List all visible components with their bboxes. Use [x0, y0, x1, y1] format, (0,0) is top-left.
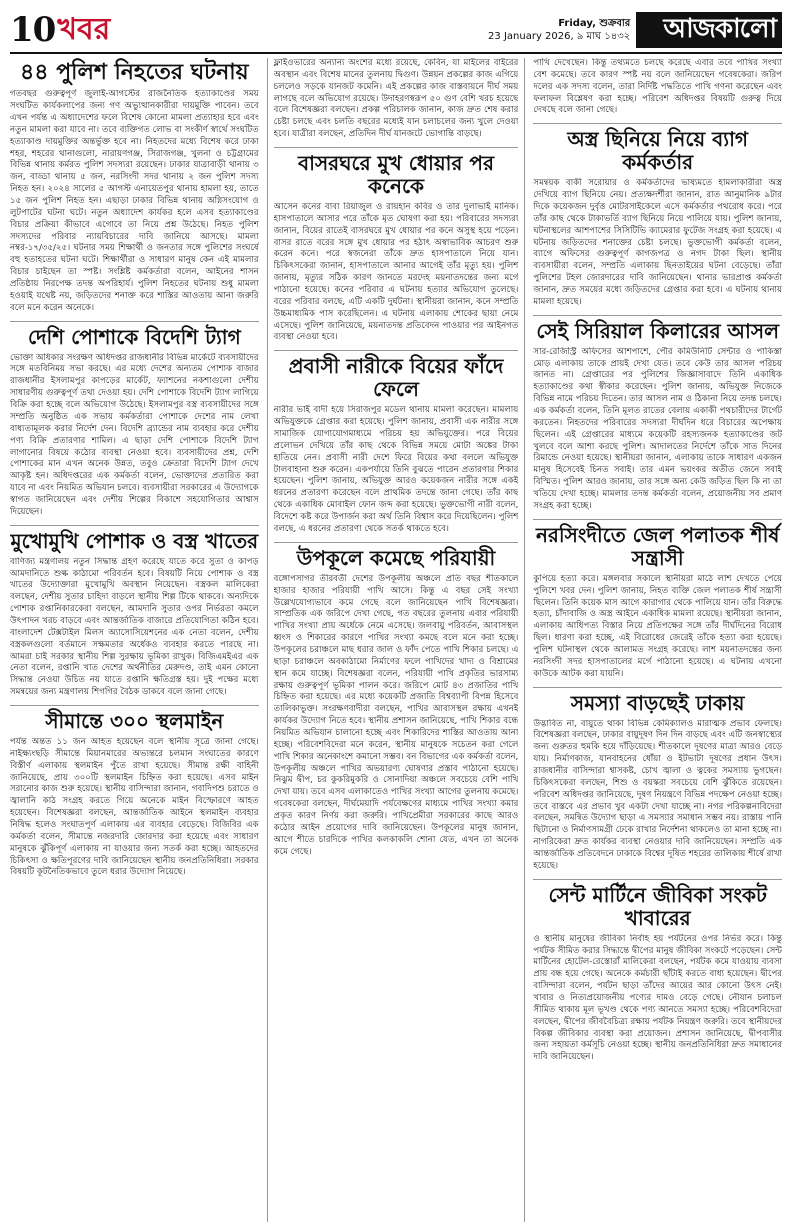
section-name: খবর	[57, 12, 111, 47]
article	[10, 60, 259, 315]
page-label	[10, 8, 310, 52]
article-body: ভোক্তা অধিকার সংরক্ষণ অধিদপ্তর রাজধানীর বিভিন্ন মার্কেটে ব্যবসায়ীদের সঙ্গে মতবিনিময় সভা করছে। এর মধ্যে দেশের অন্যতম পোশাক বাজার রাজধানীর ইসলামপুর কাপড়ের মার্কেট, ফ্যাশনের নকশাগুলো দেশীয় সাধারণীয় গুরুত্বপূর্ণ তথ্য দেওয়া হয়। দেশি পোশাকে বিদেশি ট্যাগ লাগিয়ে বিক্রি করা হচ্ছে বলে অভিযোগ উঠেছে। ইসলামপুর বস্ত্র ব্যবসায়ীদের সঙ্গে সম্প্রতি অনুষ্ঠিত এক সভায় কর্মকর্তারা পোশাকে দেশের নাম লেখা বাধ্যতামূলক করার নির্দেশ দেন। বিদেশি ব্র্যান্ডের নাম ব্যবহার করে দেশীয় পণ্য বিক্রি প্রতারণার শামিল। এ ছাড়া দেশি পোশাকে বিদেশি ট্যাগ লাগানোর বিষয়ে কঠোর ব্যবস্থা নেওয়া হবে। ব্যবসায়ীদের প্রশ্ন, দেশি পোশাকের মান এখন অনেক উন্নত, তবুও ক্রেতারা বিদেশি ট্যাগ দেখে আকৃষ্ট হন। অধিদপ্তরের এক কর্মকর্তা বলেন, ভোক্তাদের প্রতারিত করা যাবে না এবং নিয়মিত অভিযান চলবে। ব্যবসায়ীরা সরকারের এ উদ্যোগকে স্বাগত জানিয়েছেন এবং দেশীয় শিল্পের বিকাশে সহযোগিতার আশ্বাস দিয়েছেন।	[10, 352, 259, 517]
article-headline: সীমান্তে ৩০০ স্থলমাইন	[45, 708, 224, 733]
article-headline: সেই সিরিয়াল কিলারের আসল	[536, 318, 780, 343]
article-divider	[533, 315, 782, 316]
article-body: আসেন কনের বাবা রিয়াজুল ও রায়হান কবির ও তার দুলাভাই মানিক। হাসপাতালে আসার পরে তাঁকে মৃত ঘোষণা করা হয়। পরিবারের সদস্যরা জানান, বিয়ের রাতেই বাসরঘরে মুখ ধোয়ার পর কনে অসুস্থ হয়ে পড়েন। বাসর রাতে বরের সঙ্গে মুখ ধোয়ার পর হঠাৎ অস্বাভাবিক আচরণ শুরু করেন কনে। পরে স্বজনেরা তাঁকে দ্রুত হাসপাতালে নিয়ে যান। চিকিৎসকেরা জানান, হাসপাতালে আনার আগেই তাঁর মৃত্যু হয়। পুলিশ জানায়, মৃত্যুর সঠিক কারণ জানতে মরদেহ ময়নাতদন্তের জন্য মর্গে পাঠানো হয়েছে। কনের পরিবার এ ঘটনায় হত্যার অভিযোগ তুলেছে। বরের পরিবার বলছে, এটি একটি দুর্ঘটনা। স্থানীয়রা জানান, কনে সম্প্রতি উচ্চমাধ্যমিক পাস করেছিলেন। এ ঘটনায় এলাকায় শোকের ছায়া নেমে এসেছে। পুলিশ জানিয়েছে, ময়নাতদন্ত প্রতিবেদন পাওয়ার পর আইনগত ব্যবস্থা নেওয়া হবে।	[273, 202, 519, 343]
article-body: সমন্বয়ক বাকী সরোয়ার ও কর্মকর্তাদের ভাষ্যমতে হামলাকারীরা অস্ত্র দেখিয়ে ব্যাগ ছিনিয়ে নেয়। প্রত্যক্ষদর্শীরা জানান, রাত আনুমানিক ৯টার দিকে কয়েকজন দুর্বৃত্ত মোটরসাইকেলে এসে কর্মকর্তার পথরোধ করে। পরে তাঁর কাছ থেকে টাকাভর্তি ব্যাগ ছিনিয়ে নিয়ে পালিয়ে যায়। পুলিশ জানায়, ঘটনাস্থলের আশপাশের সিসিটিভি ক্যামেরার ফুটেজ সংগ্রহ করা হয়েছে। এ ঘটনায় জড়িতদের শনাক্তের চেষ্টা চলছে। ভুক্তভোগী কর্মকর্তা বলেন, ব্যাগে অফিসের গুরুত্বপূর্ণ কাগজপত্র ও নগদ টাকা ছিল। স্থানীয় ব্যবসায়ীরা বলেন, সম্প্রতি এলাকায় ছিনতাইয়ের ঘটনা বেড়েছে। তাঁরা পুলিশের টহল জোরদারের দাবি জানিয়েছেন। থানার ভারপ্রাপ্ত কর্মকর্তা জানান, দ্রুত সময়ের মধ্যে জড়িতদের গ্রেপ্তার করা হবে। এ ঘটনায় থানায় মামলা হয়েছে।	[533, 178, 783, 307]
article-headline: সেন্ট মার্টিনে জীবিকা সংকট খাবারের	[548, 882, 767, 930]
article-headline: ৪৪ পুলিশ নিহতের ঘটনায়	[20, 59, 249, 85]
article	[533, 519, 782, 681]
issue-date	[488, 17, 630, 44]
article-body: নারীর ভাই বাদী হয়ে সিরাজপুর মডেল থানায় মামলা করেছেন। মামলায় অভিযুক্তকে গ্রেপ্তার করা হয়েছে। পুলিশ জানায়, প্রবাসী এক নারীর সঙ্গে সামাজিক যোগাযোগমাধ্যমে পরিচয় হয় অভিযুক্তের। পরে বিয়ের প্রলোভন দেখিয়ে তাঁর কাছ থেকে বিভিন্ন সময়ে মোটা অঙ্কের টাকা হাতিয়ে নেন। প্রবাসী নারী দেশে ফিরে বিয়ের কথা বললে অভিযুক্ত টালবাহানা শুরু করেন। একপর্যায়ে তিনি বুঝতে পারেন প্রতারণার শিকার হয়েছেন। পুলিশ জানায়, অভিযুক্ত আরও কয়েকজন নারীর সঙ্গে একই ধরনের প্রতারণা করেছেন বলে প্রাথমিক তদন্তে জানা গেছে। তাঁর কাছ থেকে একাধিক মোবাইল ফোন জব্দ করা হয়েছে। ভুক্তভোগী নারী বলেন, বিদেশে কষ্ট করে উপার্জন করা অর্থ তিনি বিশ্বাস করে দিয়েছিলেন। পুলিশ বলছে, এ ধরনের প্রতারণা থেকে সতর্ক থাকতে হবে।	[273, 405, 519, 534]
article-headline: অস্ত্র ছিনিয়ে নিয়ে ব্যাগ কর্মকর্তার	[567, 127, 748, 175]
article	[533, 879, 782, 1064]
article	[533, 687, 782, 873]
column-3	[533, 58, 782, 1222]
issue-full-date: 23 January 2026, ৯ মাঘ ১৪৩২	[488, 31, 631, 42]
masthead-right	[488, 8, 782, 52]
article-headline: সমস্যা বাড়ছেই ঢাকায়	[570, 690, 745, 715]
article-body: বঙ্গোপসাগর তীরবর্তী দেশের উপকূলীয় অঞ্চলে প্রতি বছর শীতকালে হাজার হাজার পরিযায়ী পাখি আসে। কিন্তু এ বছর সেই সংখ্যা উল্লেখযোগ্যভাবে কমে গেছে বলে জানিয়েছেন পাখি বিশেষজ্ঞরা। সাম্প্রতিক এক জরিপে দেখা গেছে, গত বছরের তুলনায় এবার পরিযায়ী পাখির সংখ্যা প্রায় অর্ধেকে নেমে এসেছে। জলবায়ু পরিবর্তন, আবাসস্থল ধ্বংস ও শিকারের কারণে পাখির সংখ্যা কমছে বলে মনে করা হচ্ছে। উপকূলের চরাঞ্চলে মাছ ধরার জাল ও ফাঁদ পেতে পাখি শিকার চলছে। এ ছাড়া চরাঞ্চলে অবকাঠামো নির্মাণের ফলে পাখিদের খাদ্য ও বিশ্রামের স্থান কমে যাচ্ছে। বিশেষজ্ঞরা বলেন, পরিযায়ী পাখি প্রকৃতির ভারসাম্য রক্ষায় গুরুত্বপূর্ণ ভূমিকা পালন করে। জরিপে মোট ৪৩ প্রজাতির পাখি চিহ্নিত করা হয়েছে। এর মধ্যে কয়েকটি প্রজাতি বিশ্বব্যাপী বিপন্ন হিসেবে তালিকাভুক্ত। সংরক্ষণবাদীরা বলছেন, পাখির আবাসস্থল রক্ষায় এখনই কার্যকর উদ্যোগ নিতে হবে। স্থানীয় প্রশাসন জানিয়েছে, পাখি শিকার বন্ধে নিয়মিত অভিযান চালানো হচ্ছে এবং শিকারিদের শাস্তির আওতায় আনা হচ্ছে। পরিবেশবিদেরা মনে করেন, স্থানীয় মানুষকে সচেতন করা গেলে পাখি শিকার অনেকাংশে কমানো সম্ভব। বন বিভাগের এক কর্মকর্তা বলেন, উপকূলীয় অঞ্চলে পাখির অভয়ারণ্য ঘোষণার প্রস্তাব পাঠানো হয়েছে। নিঝুম দ্বীপ, চর কুকরিমুকরি ও সোনাদিয়া অঞ্চলে সবচেয়ে বেশি পাখি দেখা যায়। তবে এসব এলাকাতেও পাখির সংখ্যা আগের তুলনায় কমেছে। গবেষকেরা বলছেন, দীর্ঘমেয়াদি পর্যবেক্ষণের মাধ্যমে পাখির সংখ্যা কমার প্রকৃত কারণ নির্ণয় করা জরুরি। পাখিপ্রেমীরা সরকারের কাছে আরও কঠোর আইন প্রয়োগের দাবি জানিয়েছেন। উপকূলের মানুষ জানান, আগে শীতে চারদিকে পাখির কলকাকলি শোনা যেত, এখন তা অনেক কমে গেছে।	[273, 573, 519, 857]
article-body: কুপিয়ে হত্যা করে। মঙ্গলবার সকালে স্থানীয়রা মাঠে লাশ দেখতে পেয়ে পুলিশে খবর দেন। পুলিশ জানায়, নিহত ব্যক্তি জেল পলাতক শীর্ষ সন্ত্রাসী ছিলেন। তিনি কয়েক মাস আগে কারাগার থেকে পালিয়ে যান। তাঁর বিরুদ্ধে হত্যা, চাঁদাবাজি ও অস্ত্র আইনে একাধিক মামলা রয়েছে। স্থানীয়রা জানান, এলাকায় আধিপত্য বিস্তার নিয়ে প্রতিপক্ষের সঙ্গে তাঁর দীর্ঘদিনের বিরোধ ছিল। ধারণা করা হচ্ছে, এই বিরোধের জেরেই তাঁকে হত্যা করা হয়েছে। পুলিশ ঘটনাস্থল থেকে আলামত সংগ্রহ করেছে। লাশ ময়নাতদন্তের জন্য নরসিংদী সদর হাসপাতালের মর্গে পাঠানো হয়েছে। এ ঘটনায় এখনো কাউকে আটক করা যায়নি।	[533, 573, 783, 679]
article	[274, 58, 519, 141]
article-divider	[10, 705, 259, 706]
article-divider	[10, 321, 259, 322]
article-body: ফ্লাইওভারের অন্যান্য অংশের মধ্যে রয়েছে, কেবিন, যা মাইলের বাইরের অবস্থান এবং বিশেষ মানের তুলনায় দ্বিগুণ। উন্নয়ন প্রকল্পের কাজ এগিয়ে চললেও সড়কে যানজট কমেনি। এই প্রকল্পের কাজ বাস্তবায়নে দীর্ঘ সময় লাগছে বলে অভিযোগ রয়েছে। উদাহরণস্বরূপ ৫০ গুণ বেশি খরচ হয়েছে বলে বিশেষজ্ঞরা বলছেন। প্রকল্প পরিচালক জানান, কাজ দ্রুত শেষ করার চেষ্টা চলছে এবং চলতি বছরের মধ্যেই যান চলাচলের জন্য খুলে দেওয়া হবে। যাত্রীরা বলছেন, প্রতিদিন দীর্ঘ যানজটে ভোগান্তি বাড়ছে।	[273, 58, 519, 140]
article	[274, 542, 519, 859]
article-headline: প্রবাসী নারীকে বিয়ের ফাঁদে ফেলে	[288, 354, 504, 402]
article-divider	[274, 542, 519, 543]
article-divider	[274, 350, 519, 351]
article-divider	[10, 525, 259, 526]
article-body: সার-রেজিস্ট্রি অফিসের আশপাশে, পৌর কমিউনিটি সেন্টার ও পাকিস্তা মোড় এলাকায় তাকে প্রায়ই দেখা যেত। তবে কেউ তার আসল পরিচয় জানত না। গ্রেপ্তারের পর পুলিশের জিজ্ঞাসাবাদে তিনি একাধিক হত্যাকাণ্ডের কথা স্বীকার করেছেন। পুলিশ জানায়, অভিযুক্ত নিজেকে বিভিন্ন নামে পরিচয় দিতেন। তার আসল নাম ও ঠিকানা নিয়ে তদন্ত চলছে। এক কর্মকর্তা বলেন, তিনি মূলত রাতের বেলায় একাকী পথচারীদের টার্গেট করতেন। নিহতদের পরিবারের সদস্যরা দীর্ঘদিন ধরে বিচারের অপেক্ষায় ছিলেন। এই গ্রেপ্তারের মাধ্যমে কয়েকটি রহস্যজনক হত্যাকাণ্ডের জট খুলবে বলে আশা করছে পুলিশ। আদালতের নির্দেশে তাঁকে সাত দিনের রিমান্ডে নেওয়া হয়েছে। স্থানীয়রা জানান, এলাকায় তাকে সাধারণ একজন মানুষ হিসেবেই চিনত সবাই। তার এমন ভয়ংকর অতীত জেনে সবাই বিস্মিত। পুলিশ আরও জানায়, তার সঙ্গে অন্য কেউ জড়িত ছিল কি না তা খতিয়ে দেখা হচ্ছে। মামলার তদন্ত কর্মকর্তা বলেন, প্রয়োজনীয় সব প্রমাণ সংগ্রহ করা হচ্ছে।	[533, 346, 783, 511]
article-divider	[533, 879, 782, 880]
article	[533, 315, 782, 513]
column-1	[10, 58, 259, 1222]
article-headline: দেশি পোশাকে বিদেশি ট্যাগ	[27, 324, 241, 349]
article-headline: মুখোমুখি পোশাক ও বস্ত্র খাতের	[10, 528, 259, 553]
article-divider	[533, 519, 782, 520]
article-divider	[274, 147, 519, 148]
article	[274, 350, 519, 535]
article	[533, 58, 782, 117]
article-body: বাণিজ্য মন্ত্রণালয় নতুন সিদ্ধান্ত গ্রহণ করেছে যাতে করে সুতা ও কাপড় আমদানিতে শুল্ক কাঠামো পরিবর্তন হবে। বিষয়টি নিয়ে পোশাক ও বস্ত্র খাতের উদ্যোক্তারা মুখোমুখি অবস্থান নিয়েছেন। বস্ত্রকল মালিকেরা বলছেন, দেশীয় সুতার চাহিদা বাড়লে স্থানীয় শিল্প টিকে থাকবে। অন্যদিকে পোশাক রপ্তানিকারকেরা বলছেন, আমদানি সুতার ওপর নির্ভরতা কমলে উৎপাদন খরচ বাড়বে এবং আন্তর্জাতিক বাজারে প্রতিযোগিতা কঠিন হবে। বাংলাদেশ টেক্সটাইল মিলস অ্যাসোসিয়েশনের এক নেতা বলেন, দেশীয় বস্ত্রকলগুলো বর্তমানে সক্ষমতার অর্ধেকও ব্যবহার করতে পারছে না। আমরা চাই সরকার স্থানীয় শিল্প সুরক্ষায় ভূমিকা রাখুক। বিজিএমইএর এক নেতা বলেন, রপ্তানি খাত দেশের অর্থনীতির মেরুদণ্ড, তাই এমন কোনো সিদ্ধান্ত নেওয়া উচিত নয় যাতে রপ্তানি ক্ষতিগ্রস্ত হয়। দুই পক্ষের মধ্যে সমন্বয়ের জন্য মন্ত্রণালয় শিগগির বৈঠক ডাকবে বলে জানা গেছে।	[10, 556, 259, 698]
article	[10, 705, 259, 879]
article-headline: নরসিংদীতে জেল পলাতক শীর্ষ সন্ত্রাসী	[535, 522, 780, 570]
article-headline: উপকূলে কমেছে পরিযায়ী	[296, 545, 496, 570]
issue-day: Friday, শুক্রবার	[558, 17, 631, 29]
article-body: ও স্থানীয় মানুষের জীবিকা নির্বাহ হয় পর্যটনের ওপর নির্ভর করে। কিন্তু পর্যটক সীমিত করার সিদ্ধান্তে দ্বীপের মানুষ জীবিকা সংকটে পড়েছেন। সেন্ট মার্টিনের হোটেল-রেস্তোরাঁ মালিকেরা বলছেন, পর্যটক কমে যাওয়ায় ব্যবসা প্রায় বন্ধ হয়ে গেছে। অনেকে কর্মচারী ছাঁটাই করতে বাধ্য হয়েছেন। দ্বীপের বাসিন্দারা বলেন, পর্যটন ছাড়া তাঁদের আয়ের আর কোনো উৎস নেই। খাবার ও নিত্যপ্রয়োজনীয় পণ্যের দামও বেড়ে গেছে। নৌযান চলাচল সীমিত থাকায় মূল ভূখণ্ড থেকে পণ্য আনতে সমস্যা হচ্ছে। পরিবেশবিদেরা বলছেন, দ্বীপের জীববৈচিত্র্য রক্ষায় পর্যটক নিয়ন্ত্রণ জরুরি। তবে স্থানীয়দের বিকল্প জীবিকার ব্যবস্থা করা প্রয়োজন। প্রশাসন জানিয়েছে, দ্বীপবাসীর জন্য সহায়তা কর্মসূচি নেওয়া হচ্ছে। স্থানীয় জনপ্রতিনিধিরা দ্রুত সমাধানের দাবি জানিয়েছেন।	[533, 933, 783, 1063]
article-divider	[533, 123, 782, 124]
masthead	[10, 8, 782, 54]
article-headline: বাসরঘরে মুখ ধোয়ার পর কনেকে	[298, 151, 494, 199]
article-body: উদ্ভাবিত না, বায়ুতে থাকা বিভিন্ন কেমিক্যালও মারাত্মক প্রভাব ফেলছে। বিশেষজ্ঞরা বলছেন, ঢাকার বায়ুদূষণ দিন দিন বাড়ছে এবং এটি জনস্বাস্থ্যের জন্য গুরুতর হুমকি হয়ে দাঁড়িয়েছে। শীতকালে দূষণের মাত্রা আরও বেড়ে যায়। নির্মাণকাজ, যানবাহনের ধোঁয়া ও ইটভাটা দূষণের প্রধান উৎস। রাজধানীর বাসিন্দারা শ্বাসকষ্ট, চোখ জ্বালা ও ত্বকের সমস্যায় ভুগছেন। চিকিৎসকেরা বলছেন, শিশু ও বয়স্করা সবচেয়ে বেশি ঝুঁকিতে রয়েছেন। পরিবেশ অধিদপ্তর জানিয়েছে, দূষণ নিয়ন্ত্রণে বিভিন্ন পদক্ষেপ নেওয়া হচ্ছে। তবে বাস্তবে এর প্রভাব খুব একটা দেখা যাচ্ছে না। নগর পরিকল্পনাবিদেরা বলছেন, সমন্বিত উদ্যোগ ছাড়া এ সমস্যার সমাধান সম্ভব নয়। রাস্তায় পানি ছিটানো ও নির্মাণসামগ্রী ঢেকে রাখার নির্দেশনা থাকলেও তা মানা হচ্ছে না। নাগরিকেরা দ্রুত কার্যকর ব্যবস্থা নেওয়ার দাবি জানিয়েছেন। সম্প্রতি এক আন্তর্জাতিক প্রতিবেদনে ঢাকাকে বিশ্বের দূষিত শহরের তালিকায় শীর্ষে রাখা হয়েছে।	[533, 718, 783, 871]
article	[10, 321, 259, 519]
newspaper-logo	[636, 12, 782, 48]
article-body: গতবছর গুরুত্বপূর্ণ জুলাই-আগস্টের রাজনৈতিক হত্যাকাণ্ডের সময় সংঘটিত কার্যকলাপের জন্য গণ অভ্যুত্থানকারীরা দায়মুক্তি পাবেন। তবে এখন পর্যন্ত এ অধ্যাদেশের ফলে বিশেষ কোনো মামলা প্রত্যাহার হবে এবং নতুন মামলা করা যাবে না। তবে ব্যক্তিগত লোভ বা সংকীর্ণ স্বার্থে সংঘটিত হত্যাকাণ্ড দায়মুক্তির অন্তর্ভুক্ত হবে না। নিহতদের মধ্যে বিশেষ করে ঢাকা শহর, শহরের থানাগুলো, নারায়ণগঞ্জ, সিরাজগঞ্জ, খুলনা ও চট্টগ্রামের বিভিন্ন থানায় কর্মরত পুলিশ সদস্যরা রয়েছেন। ঢাকার যাত্রাবাড়ী থানায় ৩ জন, বাড্ডা থানায় ৫ জন, নরসিংদী সদর থানায় ২ জন পুলিশ সদস্য নিহত হন। ২০২৪ সালের ৫ আগস্ট এনায়েতপুর থানায় হামলা হয়, তাতে ১৫ জন পুলিশ নিহত হন। এছাড়া ঢাকার বিভিন্ন থানায় অগ্নিসংযোগ ও লুটপাটের ঘটনা ঘটে। নতুন অধ্যাদেশ কার্যকর হলে এসব হত্যাকাণ্ডের বিচার প্রক্রিয়া কীভাবে এগোবে তা নিয়ে প্রশ্ন উঠেছে। নিহত পুলিশ সদস্যদের পরিবার ন্যায়বিচারের দাবি জানিয়ে আসছে। মামলা নম্বর-১৭/৩৫/২৫। ঘটনার সময় শিক্ষার্থী ও জনতার সঙ্গে পুলিশের সংঘর্ষে বহু হতাহতের ঘটনা ঘটে। শিক্ষার্থীরা ও সাধারণ মানুষ কেন এই মামলার বিচার চাইছেন তা স্পষ্ট। সংশ্লিষ্ট কর্মকর্তারা বলেন, আইনের শাসন প্রতিষ্ঠায় নিরপেক্ষ তদন্ত অপরিহার্য। পুলিশ নিহতের ঘটনায় শুধু মামলা হওয়াই যথেষ্ট নয়, জড়িতদের শনাক্ত করে শাস্তির আওতায় আনা জরুরি বলে মনে করেন অনেকে।	[10, 89, 259, 313]
article-divider	[533, 687, 782, 688]
article-body: পাখি দেখেছেন। কিন্তু তথ্যমতে চলছে করেছে এবার তবে পাখির সংখ্যা বেশ কমেছে। তবে কারণ স্পষ্ট নয় বলে জানিয়েছেন গবেষকেরা। জরিপ দলের এক সদস্য বলেন, তারা নির্দিষ্ট পদ্ধতিতে পাখি গণনা করেছেন এবং ফলাফল বিশ্লেষণ করা হচ্ছে। পরিবেশ অধিদপ্তর বিষয়টি গুরুত্ব দিয়ে দেখছে বলে জানা গেছে।	[533, 58, 783, 116]
article	[533, 123, 782, 308]
logo-text: আজকালো	[663, 14, 776, 44]
page-number: 10	[10, 10, 56, 50]
article-columns	[10, 58, 782, 1222]
article-body: পর্যন্ত অন্তত ১১ জন আহত হয়েছেন বলে স্থানীয় সূত্রে জানা গেছে। নাইক্ষ্যংছড়ি সীমান্তে মিয়ানমারের অভ্যন্তরে চলমান সংঘাতের কারণে বিস্তীর্ণ এলাকায় স্থলমাইন পুঁতে রাখা হয়েছে। সীমান্ত রক্ষী বাহিনী জানিয়েছে, প্রায় ৩০০টি স্থলমাইন চিহ্নিত করা হয়েছে। এসব মাইন সরানোর কাজ শুরু হয়েছে। স্থানীয় বাসিন্দারা জানান, গবাদিপশু চরাতে ও জ্বালানি কাঠ সংগ্রহ করতে গিয়ে অনেকে মাইন বিস্ফোরণে আহত হয়েছেন। বিশেষজ্ঞরা বলছেন, আন্তর্জাতিক আইনে স্থলমাইন ব্যবহার নিষিদ্ধ হলেও সংঘাতপূর্ণ এলাকায় এর ব্যবহার বেড়েছে। বিজিবির এক কর্মকর্তা বলেন, সীমান্তে নজরদারি জোরদার করা হয়েছে এবং সাধারণ মানুষকে ঝুঁকিপূর্ণ এলাকায় না যাওয়ার জন্য সতর্ক করা হচ্ছে। আহতদের চিকিৎসা ও ক্ষতিপূরণের দাবি জানিয়েছেন স্থানীয় জনপ্রতিনিধিরা। সরকার বিষয়টি কূটনৈতিকভাবে তুলে ধরার উদ্যোগ নিয়েছে।	[10, 736, 259, 878]
article	[274, 147, 519, 344]
article	[10, 525, 259, 699]
column-2	[267, 58, 526, 1222]
